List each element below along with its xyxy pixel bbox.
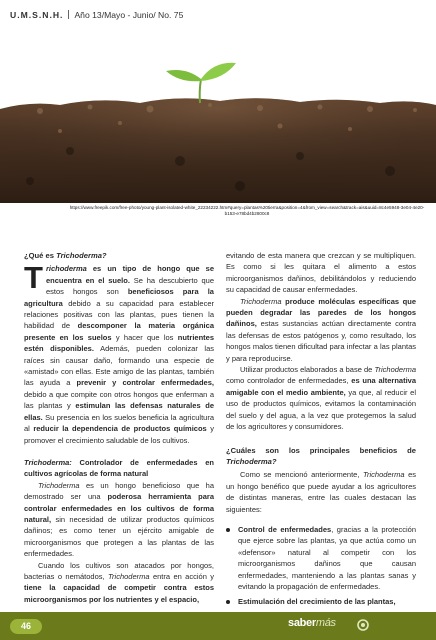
- subheading-controller: Trichoderma: Controlador de enfermedades en cultivos agrícolas de forma natural: [24, 457, 214, 479]
- list-item: Estimulación del crecimiento de las plantas,: [226, 596, 416, 607]
- paragraph-benefits-intro: Como se mencionó anteriormente, Trichoderma es un hongo benéfico que puede ayudar a los agricultores de distintas maneras, entre las cuales destacan las siguientes:: [226, 470, 416, 514]
- running-header: [10, 0, 436, 20]
- paragraph-molecules: Trichoderma produce moléculas específicas que pueden degradar las paredes de los hongos dañinos, estas sustancias actúan directamente contra las defensas de estos patógenos y, como resultado, los hongos malos tienen dificultad para infectar a las plantas y para reproducirse.: [226, 296, 416, 363]
- paragraph-continuation: evitando de esta manera que crezcan y se multipliquen. Es como si les quitara el alimento a estos microorganismos dañinos, debilitándolos y reduciendo su capacidad de causar enfermedades.: [226, 251, 416, 295]
- page-number: 46: [10, 619, 42, 634]
- section-heading-what-is: ¿Qué es Trichoderma?: [24, 251, 107, 260]
- journal-name: U.M.S.N.H.: [10, 10, 64, 20]
- paragraph-attack: Cuando los cultivos son atacados por hongos, bacterias o nemátodos, Trichoderma entra en acción y tiene la capacidad de competir contra estos microorganismos por los nutrientes y el espacio,: [24, 560, 215, 604]
- header-divider: [68, 10, 69, 19]
- plant-soil-photo: [0, 31, 436, 203]
- issue-info: Año 13/Mayo - Junio/ No. 75: [74, 10, 184, 20]
- paragraph-environment: Utilizar productos elaborados a base de Trichoderma como controlador de enfermedades, es una alternativa amigable con el medio ambiente, ya que, al reducir el uso de productos químicos, evitamos la contaminación del suelo y del agua, a la vez que protegemos la salud de los agricultores y consumidores.: [226, 365, 416, 432]
- list-item: Control de enfermedades, gracias a la protección que ejerce sobre las plantas, ya que actúa como un «defensor» natural al competir con los microorganismos dañinos que causan enfermedades, manteniendo a las plantas sanas y evitando la propagación de enfermedades.: [226, 524, 416, 592]
- footer-bar: [0, 612, 436, 640]
- benefits-list: [226, 524, 416, 608]
- logo-swirl-icon: [356, 618, 370, 632]
- left-column: [24, 250, 214, 605]
- paragraph-natural-control: Trichoderma es un hongo beneficioso que ha demostrado ser una poderosa herramienta para controlar enfermedades en los cultivos de forma natural, sin necesidad de utilizar productos químicos dañinos; es como tener un ejército amigable de microorganismos que protegen a las plantas de las enfermedades.: [24, 480, 215, 559]
- drop-cap: T: [24, 260, 43, 296]
- right-column: [226, 250, 416, 612]
- section-heading-benefits: ¿Cuáles son los principales beneficios de Trichoderma?: [226, 445, 416, 466]
- saber-mas-logo: sabermás: [288, 617, 336, 629]
- intro-paragraph: Trichoderma es un tipo de hongo que se encuentra en el suelo. Se ha descubierto que estos hongos son beneficiosos para la agricultura debido a su capacidad para establecer relaciones positivas con las plantas, pues tienen la habilidad de descomponer la materia orgánica presente en los suelos y hacer que los nutrientes estén disponibles. Además, pueden colonizar las raíces sin causar daño, formando una especie de «amistad» con ellas. Este amigo de las plantas, también las ayuda a prevenir y controlar enfermedades, debido a que compite con otros hongos que enferman a las plantas y estimulan las defensas naturales de ellas. Su presencia en los suelos beneficia la agricultura al reducir la dependencia de productos químicos y promover el crecimiento saludable de los cultivos.: [24, 260, 215, 445]
- photo-credit: https://www.freepik.com/free-photo/young-plant-isolated-white_22234222.htm#query=plantas%20tierra&position=4&from_view=search&track=ais&uuid=8c4e5948-3e04-4e20-b153-e78bd4b2800c8: [69, 205, 425, 217]
- soil-plant-illustration: [0, 31, 436, 203]
